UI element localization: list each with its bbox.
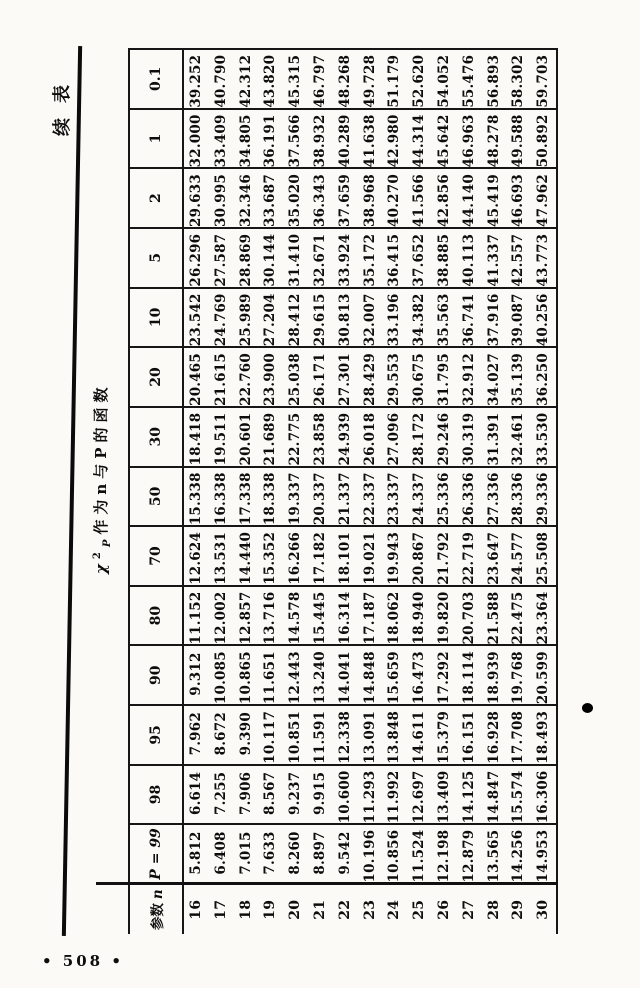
chi-square-value-cell: 20.601 <box>234 407 259 467</box>
chi-square-value-cell: 17.187 <box>358 586 383 646</box>
chi-square-value-cell: 18.114 <box>457 645 482 705</box>
header-row <box>129 49 183 934</box>
chi-square-value-cell: 21.689 <box>258 407 283 467</box>
table-row <box>234 49 259 934</box>
chi-square-value-cell: 9.312 <box>183 645 209 705</box>
chi-square-value-cell: 16.473 <box>407 645 432 705</box>
n-value-cell: 30 <box>531 884 557 934</box>
chi-square-value-cell: 27.096 <box>382 407 407 467</box>
n-value-cell: 28 <box>482 884 507 934</box>
chi-square-value-cell: 16.306 <box>531 765 557 825</box>
chi-square-value-cell: 22.719 <box>457 526 482 586</box>
chi-square-value-cell: 25.508 <box>531 526 557 586</box>
chi-square-value-cell: 7.015 <box>234 824 259 884</box>
table-row <box>358 49 383 934</box>
chi-square-table-wrap <box>128 48 554 934</box>
chi-square-value-cell: 31.410 <box>283 228 308 288</box>
chi-square-value-cell: 42.557 <box>506 228 531 288</box>
chi-square-value-cell: 24.337 <box>407 467 432 527</box>
chi-square-value-cell: 18.062 <box>382 586 407 646</box>
chi-square-value-cell: 40.256 <box>531 288 557 348</box>
chi-square-value-cell: 18.940 <box>407 586 432 646</box>
chi-square-value-cell: 14.578 <box>283 586 308 646</box>
chi-square-value-cell: 27.204 <box>258 288 283 348</box>
chi-square-value-cell: 33.196 <box>382 288 407 348</box>
chi-square-value-cell: 9.915 <box>308 765 333 825</box>
chi-square-value-cell: 15.379 <box>432 705 457 765</box>
chi-square-value-cell: 7.962 <box>183 705 209 765</box>
chi-square-value-cell: 17.708 <box>506 705 531 765</box>
chi-square-value-cell: 19.768 <box>506 645 531 705</box>
chi-square-value-cell: 12.338 <box>333 705 358 765</box>
chi-square-value-cell: 30.675 <box>407 347 432 407</box>
chi-square-value-cell: 37.659 <box>333 168 358 228</box>
chi-square-value-cell: 51.179 <box>382 49 407 109</box>
chi-square-value-cell: 9.390 <box>234 705 259 765</box>
chi-square-value-cell: 18.418 <box>183 407 209 467</box>
chi-square-value-cell: 25.336 <box>432 467 457 527</box>
chi-square-value-cell: 23.542 <box>183 288 209 348</box>
p-col-header: 0.1 <box>129 49 183 109</box>
chi-square-value-cell: 18.101 <box>333 526 358 586</box>
p-col-header: 5 <box>129 228 183 288</box>
chi-square-value-cell: 46.963 <box>457 109 482 169</box>
chi-subscript: P <box>102 534 113 548</box>
chi-square-value-cell: 29.615 <box>308 288 333 348</box>
table-row <box>209 49 234 934</box>
p-col-header: 50 <box>129 467 183 527</box>
p-col-header: P = 99 <box>129 824 183 884</box>
chi-square-value-cell: 22.760 <box>234 347 259 407</box>
stub-header-variable: n <box>150 889 166 900</box>
chi-square-value-cell: 24.769 <box>209 288 234 348</box>
chi-square-value-cell: 20.867 <box>407 526 432 586</box>
chi-square-value-cell: 22.775 <box>283 407 308 467</box>
chi-square-value-cell: 52.620 <box>407 49 432 109</box>
chi-square-value-cell: 17.292 <box>432 645 457 705</box>
chi-square-value-cell: 26.018 <box>358 407 383 467</box>
chi-square-value-cell: 39.252 <box>183 49 209 109</box>
chi-square-value-cell: 20.599 <box>531 645 557 705</box>
chi-square-value-cell: 40.289 <box>333 109 358 169</box>
chi-square-value-cell: 12.624 <box>183 526 209 586</box>
chi-square-value-cell: 32.346 <box>234 168 259 228</box>
chi-square-value-cell: 46.797 <box>308 49 333 109</box>
table-row <box>258 49 283 934</box>
chi-square-value-cell: 28.429 <box>358 347 383 407</box>
chi-square-value-cell: 42.312 <box>234 49 259 109</box>
chi-square-value-cell: 33.530 <box>531 407 557 467</box>
p-col-header: 70 <box>129 526 183 586</box>
chi-square-value-cell: 19.021 <box>358 526 383 586</box>
chi-square-value-cell: 13.409 <box>432 765 457 825</box>
chi-square-value-cell: 13.716 <box>258 586 283 646</box>
chi-square-value-cell: 55.476 <box>457 49 482 109</box>
chi-square-value-cell: 35.563 <box>432 288 457 348</box>
chi-square-table <box>128 48 558 934</box>
chi-square-value-cell: 58.302 <box>506 49 531 109</box>
chi-square-value-cell: 25.038 <box>283 347 308 407</box>
table-row <box>531 49 557 934</box>
n-value-cell: 23 <box>358 884 383 934</box>
chi-square-value-cell: 10.851 <box>283 705 308 765</box>
chi-square-value-cell: 26.171 <box>308 347 333 407</box>
chi-square-value-cell: 27.336 <box>482 467 507 527</box>
table-row <box>482 49 507 934</box>
chi-square-value-cell: 37.916 <box>482 288 507 348</box>
chi-square-value-cell: 12.198 <box>432 824 457 884</box>
chi-square-value-cell: 20.337 <box>308 467 333 527</box>
chi-square-value-cell: 32.671 <box>308 228 333 288</box>
chi-square-value-cell: 11.524 <box>407 824 432 884</box>
chi-square-value-cell: 28.336 <box>506 467 531 527</box>
table-row <box>432 49 457 934</box>
chi-square-value-cell: 32.007 <box>358 288 383 348</box>
chi-square-value-cell: 15.574 <box>506 765 531 825</box>
chi-square-value-cell: 30.813 <box>333 288 358 348</box>
p-col-header: 98 <box>129 765 183 825</box>
chi-symbol: χ <box>92 559 110 574</box>
chi-square-value-cell: 34.382 <box>407 288 432 348</box>
chi-square-value-cell: 12.697 <box>407 765 432 825</box>
chi-square-value-cell: 21.588 <box>482 586 507 646</box>
chi-square-value-cell: 12.879 <box>457 824 482 884</box>
chi-square-value-cell: 18.493 <box>531 705 557 765</box>
n-value-cell: 25 <box>407 884 432 934</box>
chi-square-value-cell: 7.255 <box>209 765 234 825</box>
chi-square-value-cell: 48.278 <box>482 109 507 169</box>
chi-square-value-cell: 6.614 <box>183 765 209 825</box>
chi-square-value-cell: 41.337 <box>482 228 507 288</box>
chi-square-value-cell: 36.250 <box>531 347 557 407</box>
table-title <box>90 346 113 574</box>
chi-square-value-cell: 31.391 <box>482 407 507 467</box>
table-row <box>333 49 358 934</box>
chi-square-value-cell: 48.268 <box>333 49 358 109</box>
chi-square-value-cell: 56.893 <box>482 49 507 109</box>
chi-square-value-cell: 14.125 <box>457 765 482 825</box>
chi-square-value-cell: 29.246 <box>432 407 457 467</box>
continued-table-label-wrap <box>48 60 76 136</box>
chi-square-value-cell: 11.651 <box>258 645 283 705</box>
chi-square-value-cell: 13.531 <box>209 526 234 586</box>
chi-square-value-cell: 14.847 <box>482 765 507 825</box>
chi-square-value-cell: 50.892 <box>531 109 557 169</box>
chi-square-value-cell: 8.260 <box>283 824 308 884</box>
chi-square-value-cell: 28.412 <box>283 288 308 348</box>
chi-square-value-cell: 15.338 <box>183 467 209 527</box>
chi-square-value-cell: 6.408 <box>209 824 234 884</box>
chi-square-value-cell: 21.337 <box>333 467 358 527</box>
chi-square-value-cell: 41.638 <box>358 109 383 169</box>
chi-square-value-cell: 12.002 <box>209 586 234 646</box>
table-body <box>183 49 557 934</box>
chi-square-value-cell: 11.992 <box>382 765 407 825</box>
chi-square-value-cell: 23.647 <box>482 526 507 586</box>
chi-square-value-cell: 17.182 <box>308 526 333 586</box>
chi-square-value-cell: 28.172 <box>407 407 432 467</box>
p-col-header: 30 <box>129 407 183 467</box>
chi-square-value-cell: 32.000 <box>183 109 209 169</box>
chi-square-value-cell: 18.338 <box>258 467 283 527</box>
chi-square-value-cell: 36.415 <box>382 228 407 288</box>
table-row <box>457 49 482 934</box>
chi-square-value-cell: 27.587 <box>209 228 234 288</box>
chi-square-value-cell: 24.577 <box>506 526 531 586</box>
chi-square-value-cell: 16.314 <box>333 586 358 646</box>
chi-square-value-cell: 39.087 <box>506 288 531 348</box>
chi-square-value-cell: 40.113 <box>457 228 482 288</box>
chi-square-value-cell: 13.848 <box>382 705 407 765</box>
chi-square-value-cell: 13.091 <box>358 705 383 765</box>
chi-square-value-cell: 37.652 <box>407 228 432 288</box>
chi-square-value-cell: 34.805 <box>234 109 259 169</box>
ink-spot <box>582 703 593 713</box>
chi-square-value-cell: 8.567 <box>258 765 283 825</box>
chi-square-value-cell: 13.240 <box>308 645 333 705</box>
chi-square-value-cell: 15.445 <box>308 586 333 646</box>
chi-square-value-cell: 23.900 <box>258 347 283 407</box>
chi-square-value-cell: 10.865 <box>234 645 259 705</box>
p-col-header: 20 <box>129 347 183 407</box>
chi-square-value-cell: 30.319 <box>457 407 482 467</box>
p-col-header: 1 <box>129 109 183 169</box>
n-value-cell: 21 <box>308 884 333 934</box>
chi-square-value-cell: 34.027 <box>482 347 507 407</box>
chi-square-value-cell: 30.995 <box>209 168 234 228</box>
chi-square-value-cell: 35.020 <box>283 168 308 228</box>
table-row <box>506 49 531 934</box>
chi-square-value-cell: 5.812 <box>183 824 209 884</box>
chi-square-value-cell: 29.553 <box>382 347 407 407</box>
chi-square-value-cell: 21.792 <box>432 526 457 586</box>
chi-square-value-cell: 19.511 <box>209 407 234 467</box>
chi-square-value-cell: 15.352 <box>258 526 283 586</box>
chi-square-value-cell: 44.314 <box>407 109 432 169</box>
chi-square-value-cell: 54.052 <box>432 49 457 109</box>
chi-square-value-cell: 26.336 <box>457 467 482 527</box>
n-value-cell: 26 <box>432 884 457 934</box>
chi-square-value-cell: 16.266 <box>283 526 308 586</box>
chi-square-value-cell: 47.962 <box>531 168 557 228</box>
chi-square-value-cell: 17.338 <box>234 467 259 527</box>
stub-header-text: 参数 <box>150 903 166 931</box>
chi-square-value-cell: 33.409 <box>209 109 234 169</box>
chi-square-value-cell: 43.820 <box>258 49 283 109</box>
chi-square-value-cell: 46.693 <box>506 168 531 228</box>
chi-square-value-cell: 35.172 <box>358 228 383 288</box>
chi-square-value-cell: 38.885 <box>432 228 457 288</box>
chi-square-value-cell: 37.566 <box>283 109 308 169</box>
chi-square-value-cell: 27.301 <box>333 347 358 407</box>
title-text: 作为n与P的函数 <box>92 382 110 535</box>
chi-square-value-cell: 29.633 <box>183 168 209 228</box>
continued-table-label: 续表 <box>52 70 73 136</box>
chi-square-value-cell: 22.475 <box>506 586 531 646</box>
chi-square-value-cell: 11.152 <box>183 586 209 646</box>
chi-square-value-cell: 38.968 <box>358 168 383 228</box>
chi-square-value-cell: 43.773 <box>531 228 557 288</box>
p-col-header: 10 <box>129 288 183 348</box>
table-row <box>407 49 432 934</box>
chi-square-value-cell: 14.611 <box>407 705 432 765</box>
chi-square-value-cell: 19.820 <box>432 586 457 646</box>
chi-square-value-cell: 11.591 <box>308 705 333 765</box>
stub-header <box>129 884 183 934</box>
stub-separator-extension <box>96 882 129 885</box>
chi-square-value-cell: 49.728 <box>358 49 383 109</box>
chi-square-value-cell: 15.659 <box>382 645 407 705</box>
n-value-cell: 20 <box>283 884 308 934</box>
n-value-cell: 18 <box>234 884 259 934</box>
chi-square-value-cell: 14.256 <box>506 824 531 884</box>
chi-square-value-cell: 19.337 <box>283 467 308 527</box>
chi-square-value-cell: 35.139 <box>506 347 531 407</box>
chi-square-value-cell: 33.924 <box>333 228 358 288</box>
chi-square-value-cell: 23.337 <box>382 467 407 527</box>
chi-square-value-cell: 10.196 <box>358 824 383 884</box>
chi-square-value-cell: 45.642 <box>432 109 457 169</box>
n-value-cell: 16 <box>183 884 209 934</box>
chi-square-value-cell: 18.939 <box>482 645 507 705</box>
chi-square-value-cell: 33.687 <box>258 168 283 228</box>
chi-square-value-cell: 38.932 <box>308 109 333 169</box>
chi-superscript: 2 <box>92 547 103 560</box>
n-value-cell: 17 <box>209 884 234 934</box>
chi-square-value-cell: 59.703 <box>531 49 557 109</box>
n-value-cell: 22 <box>333 884 358 934</box>
p-col-header: 90 <box>129 645 183 705</box>
chi-square-value-cell: 44.140 <box>457 168 482 228</box>
chi-square-value-cell: 29.336 <box>531 467 557 527</box>
chi-square-value-cell: 40.790 <box>209 49 234 109</box>
chi-square-value-cell: 36.343 <box>308 168 333 228</box>
table-row <box>382 49 407 934</box>
chi-square-value-cell: 28.869 <box>234 228 259 288</box>
chi-square-value-cell: 26.296 <box>183 228 209 288</box>
chi-square-value-cell: 14.041 <box>333 645 358 705</box>
n-value-cell: 29 <box>506 884 531 934</box>
chi-square-value-cell: 16.151 <box>457 705 482 765</box>
chi-square-value-cell: 9.237 <box>283 765 308 825</box>
chi-square-value-cell: 12.443 <box>283 645 308 705</box>
chi-square-value-cell: 7.633 <box>258 824 283 884</box>
chi-square-value-cell: 41.566 <box>407 168 432 228</box>
chi-square-value-cell: 36.741 <box>457 288 482 348</box>
chi-square-value-cell: 23.858 <box>308 407 333 467</box>
chi-square-value-cell: 21.615 <box>209 347 234 407</box>
chi-square-value-cell: 14.953 <box>531 824 557 884</box>
chi-square-value-cell: 11.293 <box>358 765 383 825</box>
chi-square-value-cell: 30.144 <box>258 228 283 288</box>
chi-square-value-cell: 20.703 <box>457 586 482 646</box>
chi-square-value-cell: 22.337 <box>358 467 383 527</box>
chi-square-value-cell: 10.856 <box>382 824 407 884</box>
chi-square-value-cell: 8.672 <box>209 705 234 765</box>
p-col-header: 95 <box>129 705 183 765</box>
chi-square-value-cell: 23.364 <box>531 586 557 646</box>
p-col-header: 2 <box>129 168 183 228</box>
chi-square-value-cell: 10.600 <box>333 765 358 825</box>
chi-square-value-cell: 8.897 <box>308 824 333 884</box>
chi-square-value-cell: 12.857 <box>234 586 259 646</box>
page-number: • 508 • <box>42 952 124 970</box>
chi-square-value-cell: 42.856 <box>432 168 457 228</box>
chi-square-value-cell: 49.588 <box>506 109 531 169</box>
chi-square-value-cell: 16.338 <box>209 467 234 527</box>
chi-square-value-cell: 32.461 <box>506 407 531 467</box>
chi-square-value-cell: 10.085 <box>209 645 234 705</box>
chi-square-value-cell: 36.191 <box>258 109 283 169</box>
chi-square-value-cell: 10.117 <box>258 705 283 765</box>
chi-square-value-cell: 20.465 <box>183 347 209 407</box>
n-value-cell: 27 <box>457 884 482 934</box>
chi-square-value-cell: 42.980 <box>382 109 407 169</box>
chi-square-value-cell: 25.989 <box>234 288 259 348</box>
table-row <box>183 49 209 934</box>
chi-square-value-cell: 32.912 <box>457 347 482 407</box>
table-row <box>308 49 333 934</box>
chi-square-value-cell: 14.848 <box>358 645 383 705</box>
chi-square-value-cell: 14.440 <box>234 526 259 586</box>
chi-square-value-cell: 24.939 <box>333 407 358 467</box>
header-rule <box>62 46 82 936</box>
chi-square-value-cell: 45.419 <box>482 168 507 228</box>
table-row <box>283 49 308 934</box>
p-col-header: 80 <box>129 586 183 646</box>
chi-square-value-cell: 7.906 <box>234 765 259 825</box>
n-value-cell: 24 <box>382 884 407 934</box>
chi-square-value-cell: 16.928 <box>482 705 507 765</box>
chi-square-value-cell: 45.315 <box>283 49 308 109</box>
n-value-cell: 19 <box>258 884 283 934</box>
chi-square-value-cell: 9.542 <box>333 824 358 884</box>
chi-square-value-cell: 19.943 <box>382 526 407 586</box>
table-title-wrap <box>90 346 120 574</box>
chi-square-value-cell: 13.565 <box>482 824 507 884</box>
chi-square-value-cell: 40.270 <box>382 168 407 228</box>
chi-square-value-cell: 31.795 <box>432 347 457 407</box>
